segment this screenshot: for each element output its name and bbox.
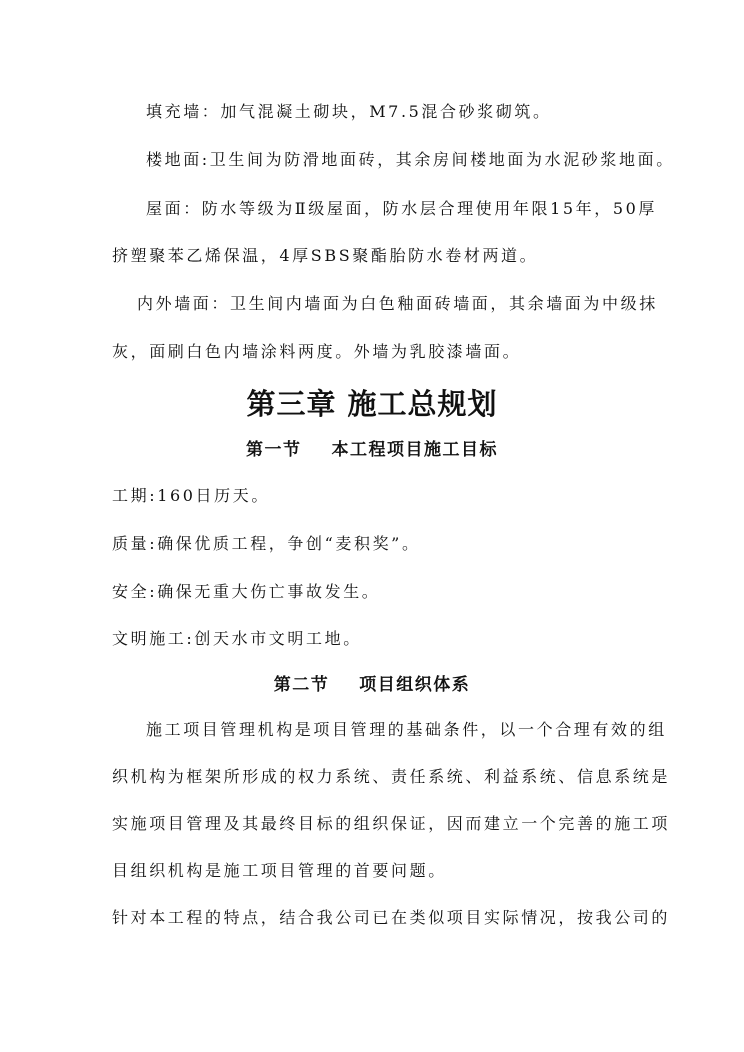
section-title: 本工程项目施工目标 (331, 440, 498, 460)
paragraph-line: 针对本工程的特点，结合我公司已在类似项目实际情况，按我公司的 (112, 908, 671, 927)
text-line: 填充墙：加气混凝土砌块，M7.5混合砂浆砌筑。 (146, 102, 552, 121)
goal-line: 工期:160日历天。 (112, 486, 270, 505)
goal-line: 安全:确保无重大伤亡事故发生。 (112, 582, 381, 601)
paragraph-line: 实施项目管理及其最终目标的组织保证，因而建立一个完善的施工项 (112, 814, 671, 833)
text-line: 屋面：防水等级为Ⅱ级屋面，防水层合理使用年限15年，50厚 (146, 199, 657, 218)
chapter-title: 第三章 施工总规划 (246, 387, 498, 421)
text-line: 挤塑聚苯乙烯保温，4厚SBS聚酯胎防水卷材两道。 (112, 246, 539, 265)
section-number: 第一节 (246, 440, 302, 460)
goal-line: 文明施工:创天水市文明工地。 (112, 629, 362, 648)
goal-line: 质量:确保优质工程，争创“麦积奖”。 (112, 534, 421, 553)
paragraph-line: 目组织机构是施工项目管理的首要问题。 (112, 861, 447, 880)
text-line: 楼地面:卫生间为防滑地面砖，其余房间楼地面为水泥砂浆地面。 (146, 150, 675, 169)
section-title: 项目组织体系 (359, 675, 471, 695)
section-number: 第二节 (273, 675, 330, 695)
section-heading-1 (0, 438, 744, 462)
paragraph-line: 织机构为框架所形成的权力系统、责任系统、利益系统、信息系统是 (112, 767, 671, 786)
text-line: 内外墙面：卫生间内墙面为白色釉面砖墙面，其余墙面为中级抹 (137, 294, 658, 313)
section-heading-2 (0, 673, 744, 697)
text-line: 灰，面刷白色内墙涂料两度。外墙为乳胶漆墙面。 (112, 342, 522, 361)
paragraph-line: 施工项目管理机构是项目管理的基础条件，以一个合理有效的组 (146, 720, 667, 739)
